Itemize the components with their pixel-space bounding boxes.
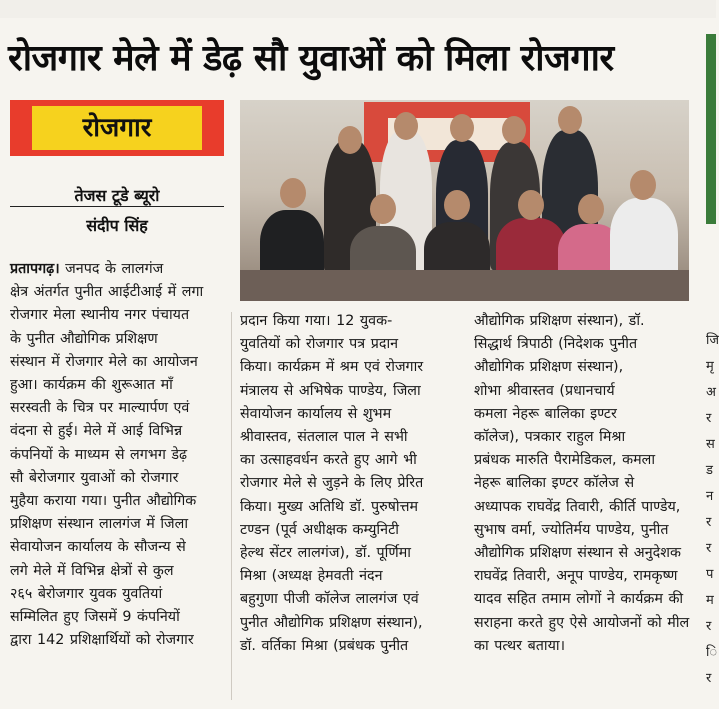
article-line: औद्योगिक प्रशिक्षण संस्थान से अनुदेशक bbox=[474, 545, 681, 562]
fragment-text: मृ bbox=[706, 359, 714, 374]
article-line: सरस्वती के चित्र पर माल्यार्पण एवं bbox=[10, 400, 190, 417]
article-line: वंदना से हुई। मेले में आई विभिन्न bbox=[10, 423, 183, 440]
photo-person-head bbox=[518, 190, 544, 220]
photo-person-head bbox=[450, 114, 474, 142]
fragment-text: र bbox=[706, 619, 712, 634]
photo-person-head bbox=[370, 194, 396, 224]
article-line: के पुनीत औद्योगिक प्रशिक्षण bbox=[10, 330, 158, 347]
bureau-byline: तेजस टूडे ब्यूरो bbox=[74, 186, 160, 205]
fragment-text: न bbox=[706, 489, 714, 504]
photo-person-head bbox=[578, 194, 604, 224]
article-line: टण्डन (पूर्व अधीक्षक कम्युनिटी bbox=[240, 521, 399, 538]
fragment-text: ड bbox=[706, 463, 713, 478]
article-line: कमला नेहरू बालिका इण्टर bbox=[474, 405, 617, 422]
photo-person-head bbox=[338, 126, 362, 154]
event-photo bbox=[240, 100, 689, 301]
article-line: हुआ। कार्यक्रम की शुरूआत माँ bbox=[10, 377, 173, 394]
article-line: अध्यापक राघवेंद्र तिवारी, कीर्ति पाण्डेय, bbox=[474, 498, 681, 515]
article-line: डॉ. वर्तिका मिश्रा (प्रबंधक पुनीत bbox=[240, 637, 409, 654]
article-line: बहुगुणा पीजी कॉलेज लालगंज एवं bbox=[240, 591, 419, 608]
article-line: २६५ बेरोजगार युवक युवतियां bbox=[10, 585, 163, 602]
article-line: क्षेत्र अंतर्गत पुनीत आईटीआई में लगा bbox=[10, 284, 204, 301]
article-line: मंत्रालय से अभिषेक पाण्डेय, जिला bbox=[240, 382, 421, 399]
photo-person-head bbox=[502, 116, 526, 144]
article-line: प्रशिक्षण संस्थान लालगंज में जिला bbox=[10, 516, 189, 533]
article-line: कंपनियों के माध्यम से लगभग डेढ़ bbox=[10, 446, 188, 463]
fragment-text: प bbox=[706, 567, 714, 582]
article-line: युवतियों को रोजगार पत्र प्रदान bbox=[240, 336, 399, 353]
author-byline: संदीप सिंह bbox=[86, 216, 148, 235]
article-line: औद्योगिक प्रशिक्षण संस्थान), डॉ. bbox=[474, 313, 645, 329]
article-line: मुहैया कराया गया। पुनीत औद्योगिक bbox=[10, 493, 197, 510]
previous-article-strip bbox=[0, 0, 716, 18]
column-divider bbox=[231, 312, 232, 700]
fragment-text: ि bbox=[706, 645, 718, 660]
article-line: सराहना करते हुए ऐसे आयोजनों को मील bbox=[474, 614, 690, 631]
fragment-text: अ bbox=[706, 385, 716, 400]
article-line: पुनीत औद्योगिक प्रशिक्षण संस्थान), bbox=[240, 614, 423, 631]
article-line: रोजगार मेला स्थानीय नगर पंचायत bbox=[10, 307, 190, 324]
article-line: किया। मुख्य अतिथि डॉ. पुरुषोत्तम bbox=[240, 498, 419, 515]
article-line: शोभा श्रीवास्तव (प्रधानचार्य bbox=[474, 382, 615, 399]
article-line: सम्मिलित हुए जिसमें 9 कंपनियों bbox=[10, 609, 180, 626]
article-line: प्रतापगढ़। जनपद के लालगंज bbox=[10, 261, 164, 277]
article-line: यादव सहित तमाम लोगों ने कार्यक्रम की bbox=[474, 591, 684, 608]
photo-person-head bbox=[394, 112, 418, 140]
photo-person-head bbox=[558, 106, 582, 134]
fragment-text: जि bbox=[706, 333, 719, 348]
fragment-text: र bbox=[706, 411, 712, 426]
fragment-text: र bbox=[706, 515, 712, 530]
article-line: सेवायोजन कार्यालय के सौजन्य से bbox=[10, 539, 186, 556]
article-line: लगे मेले में विभिन्न क्षेत्रों से कुल bbox=[10, 562, 174, 579]
fragment-text: स bbox=[706, 437, 715, 452]
headline: रोजगार मेले में डेढ़ सौ युवाओं को मिला रोजगार bbox=[8, 38, 614, 79]
article-line: द्वारा 142 प्रशिक्षार्थियों को रोजगार bbox=[10, 632, 194, 649]
article-column-3 bbox=[474, 310, 694, 658]
article-line: रोजगार मेले से जुड़ने के लिए प्रेरित bbox=[240, 475, 424, 492]
fragment-text: र bbox=[706, 541, 712, 556]
fragment-text: म bbox=[706, 593, 714, 608]
article-line: का पत्थर बताया। bbox=[474, 637, 566, 654]
article-line: श्रीवास्तव, संतलाल पाल ने सभी bbox=[240, 429, 408, 446]
article-line: औद्योगिक प्रशिक्षण संस्थान), bbox=[474, 359, 624, 376]
article-line: प्रबंधक मारुति पैरामेडिकल, कमला bbox=[474, 452, 656, 469]
photo-person-head bbox=[630, 170, 656, 200]
fragment-text: र bbox=[706, 671, 712, 686]
article-line: संस्थान में रोजगार मेले का आयोजन bbox=[10, 353, 198, 370]
article-line: सिद्धार्थ त्रिपाठी (निदेशक पुनीत bbox=[474, 336, 638, 353]
article-column-2 bbox=[240, 310, 464, 658]
section-tag-label: रोजगार bbox=[32, 106, 202, 150]
article-line: प्रदान किया गया। 12 युवक- bbox=[240, 313, 393, 329]
photo-person-head bbox=[444, 190, 470, 220]
adjacent-article-fragment bbox=[704, 330, 719, 700]
article-line: किया। कार्यक्रम में श्रम एवं रोजगार bbox=[240, 359, 424, 376]
article-line: सेवायोजन कार्यालय से शुभम bbox=[240, 405, 392, 422]
photo-person-head bbox=[280, 178, 306, 208]
section-tag bbox=[10, 100, 224, 156]
byline-divider bbox=[10, 206, 224, 207]
article-line: राघवेंद्र तिवारी, अनूप पाण्डेय, रामकृष्ण bbox=[474, 568, 678, 585]
article-line: मिश्रा (अध्यक्ष हेमवती नंदन bbox=[240, 568, 383, 585]
photo-table bbox=[240, 270, 689, 301]
article-line: कॉलेज), पत्रकार राहुल मिश्रा bbox=[474, 429, 626, 446]
article-line: हेल्थ सेंटर लालगंज), डॉ. पूर्णिमा bbox=[240, 545, 411, 562]
article-column-1 bbox=[10, 258, 222, 652]
article-line: का उत्साहवर्धन करते हुए आगे भी bbox=[240, 452, 417, 469]
article-line: सुभाष वर्मा, ज्योतिर्मय पाण्डेय, पुनीत bbox=[474, 521, 669, 538]
article-line: नेहरू बालिका इण्टर कॉलेज से bbox=[474, 475, 635, 492]
dateline: प्रतापगढ़। bbox=[10, 261, 60, 277]
adjacent-article-edge bbox=[706, 34, 716, 224]
article-line: सौ बेरोजगार युवाओं को रोजगार bbox=[10, 469, 179, 486]
